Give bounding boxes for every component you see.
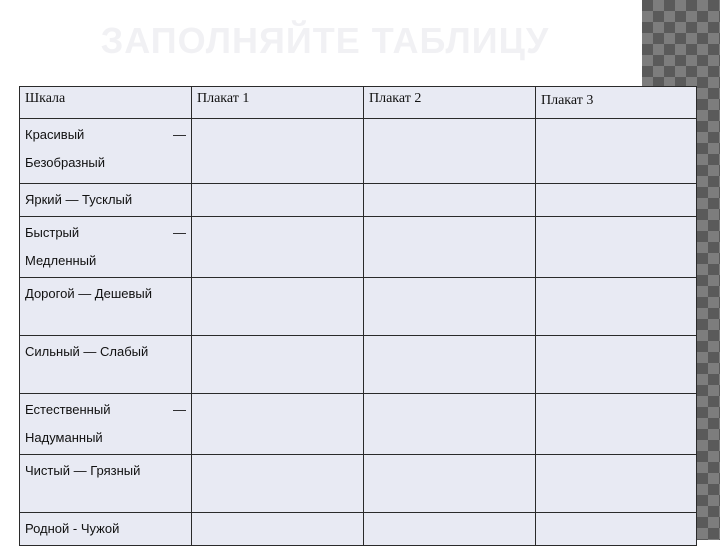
table-row bbox=[20, 513, 697, 546]
rating-cell-poster-2[interactable] bbox=[364, 394, 536, 455]
header-poster-2: Плакат 2 bbox=[364, 87, 536, 119]
scale-cell: Родной - Чужой bbox=[20, 513, 192, 546]
table-row bbox=[20, 455, 697, 513]
rating-cell-poster-2[interactable] bbox=[364, 455, 536, 513]
rating-cell-poster-1[interactable] bbox=[192, 455, 364, 513]
header-poster-1: Плакат 1 bbox=[192, 87, 364, 119]
header-poster-3: Плакат 3 bbox=[536, 87, 697, 119]
scale-left-label: Красивый bbox=[25, 127, 85, 142]
scale-right-label: Безобразный bbox=[25, 155, 106, 170]
scale-right-label: Медленный bbox=[25, 253, 97, 268]
rating-table bbox=[19, 86, 697, 546]
rating-cell-poster-2[interactable] bbox=[364, 513, 536, 546]
scale-cell: Дорогой — Дешевый bbox=[20, 278, 192, 336]
rating-cell-poster-1[interactable] bbox=[192, 119, 364, 184]
scale-cell bbox=[20, 119, 192, 184]
header-scale: Шкала bbox=[20, 87, 192, 119]
rating-cell-poster-1[interactable] bbox=[192, 513, 364, 546]
scale-dash: — bbox=[173, 225, 186, 240]
table-row bbox=[20, 336, 697, 394]
scale-cell bbox=[20, 394, 192, 455]
rating-cell-poster-3[interactable] bbox=[536, 184, 697, 217]
rating-cell-poster-3[interactable] bbox=[536, 513, 697, 546]
scale-dash: — bbox=[173, 127, 186, 142]
scale-left-label: Быстрый bbox=[25, 225, 80, 240]
rating-cell-poster-1[interactable] bbox=[192, 184, 364, 217]
rating-cell-poster-2[interactable] bbox=[364, 119, 536, 184]
table-row bbox=[20, 119, 697, 184]
scale-dash: — bbox=[173, 402, 186, 417]
rating-cell-poster-3[interactable] bbox=[536, 119, 697, 184]
rating-cell-poster-1[interactable] bbox=[192, 217, 364, 278]
rating-cell-poster-2[interactable] bbox=[364, 278, 536, 336]
table-row bbox=[20, 394, 697, 455]
rating-cell-poster-3[interactable] bbox=[536, 217, 697, 278]
scale-right-label: Надуманный bbox=[25, 430, 103, 445]
rating-cell-poster-2[interactable] bbox=[364, 184, 536, 217]
scale-cell: Чистый — Грязный bbox=[20, 455, 192, 513]
table-row bbox=[20, 278, 697, 336]
rating-cell-poster-1[interactable] bbox=[192, 278, 364, 336]
table-row bbox=[20, 184, 697, 217]
table-row bbox=[20, 217, 697, 278]
rating-cell-poster-2[interactable] bbox=[364, 217, 536, 278]
table-header-row bbox=[20, 87, 697, 119]
rating-cell-poster-3[interactable] bbox=[536, 278, 697, 336]
rating-cell-poster-3[interactable] bbox=[536, 455, 697, 513]
rating-cell-poster-2[interactable] bbox=[364, 336, 536, 394]
rating-cell-poster-1[interactable] bbox=[192, 336, 364, 394]
rating-cell-poster-1[interactable] bbox=[192, 394, 364, 455]
scale-cell: Яркий — Тусклый bbox=[20, 184, 192, 217]
page-title: ЗАПОЛНЯЙТЕ ТАБЛИЦУ bbox=[100, 20, 550, 61]
rating-cell-poster-3[interactable] bbox=[536, 394, 697, 455]
scale-left-label: Естественный bbox=[25, 402, 111, 417]
scale-cell bbox=[20, 217, 192, 278]
scale-cell: Сильный — Слабый bbox=[20, 336, 192, 394]
rating-cell-poster-3[interactable] bbox=[536, 336, 697, 394]
